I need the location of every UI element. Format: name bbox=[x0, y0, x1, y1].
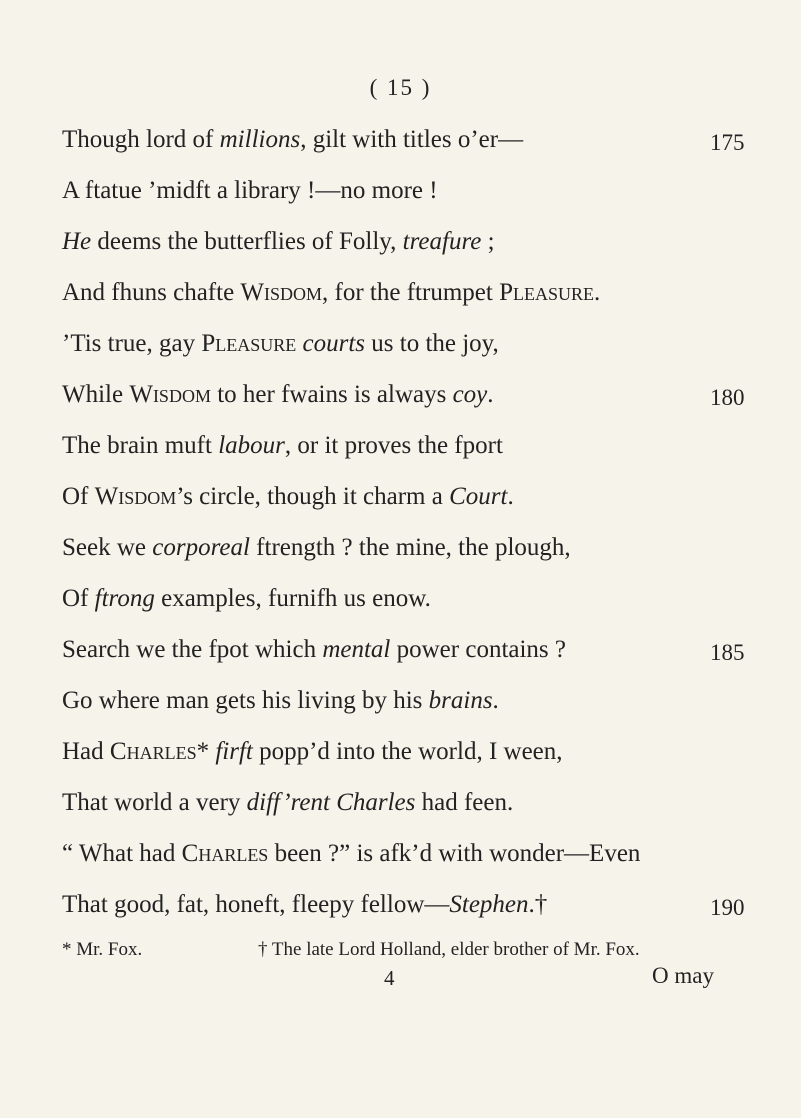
verse-line-2: A ftatue ’midft a library !—no more ! bbox=[62, 177, 438, 204]
line-number-175: 175 bbox=[710, 130, 745, 155]
line-number-180: 180 bbox=[710, 385, 745, 410]
verse-line-15: “ What had Charles been ?” is afk’d with wonder—Even bbox=[62, 840, 641, 867]
verse-line-7: The brain muft labour, or it proves the fport bbox=[62, 432, 503, 459]
line-number-185: 185 bbox=[710, 640, 745, 665]
verse-line-10: Of ftrong examples, furnifh us enow. bbox=[62, 585, 431, 612]
verse-line-11: Search we the fpot which mental power contains ? bbox=[62, 636, 567, 663]
verse-line-13: Had Charles* firft popp’d into the world, I ween, bbox=[62, 738, 563, 765]
verse-line-9: Seek we corporeal ftrength ? the mine, the plough, bbox=[62, 534, 571, 561]
page-number: ( 15 ) bbox=[369, 75, 432, 100]
verse-line-14: That world a very diff’rent Charles had feen. bbox=[62, 789, 514, 816]
verse-line-6: While Wisdom to her fwains is always coy. bbox=[62, 381, 494, 408]
verse-line-5: ’Tis true, gay Pleasure courts us to the joy, bbox=[62, 330, 499, 357]
signature-mark: 4 bbox=[384, 966, 395, 990]
verse-line-1: Though lord of millions, gilt with titles o’er— bbox=[62, 126, 524, 153]
verse-line-8: Of Wisdom’s circle, though it charm a Court. bbox=[62, 483, 514, 510]
footnote-holland: † The late Lord Holland, elder brother of Mr. Fox. bbox=[258, 939, 640, 960]
footnote-fox: * Mr. Fox. bbox=[62, 939, 143, 960]
verse-line-3: He deems the butterflies of Folly, treafure ; bbox=[62, 228, 495, 255]
line-number-190: 190 bbox=[710, 895, 745, 920]
verse-line-4: And fhuns chafte Wisdom, for the ftrumpet Pleasure. bbox=[62, 279, 601, 306]
catchword: O may bbox=[652, 963, 714, 988]
verse-line-16: That good, fat, honeft, fleepy fellow—Stephen.† bbox=[62, 891, 548, 918]
verse-line-12: Go where man gets his living by his brains. bbox=[62, 687, 499, 714]
